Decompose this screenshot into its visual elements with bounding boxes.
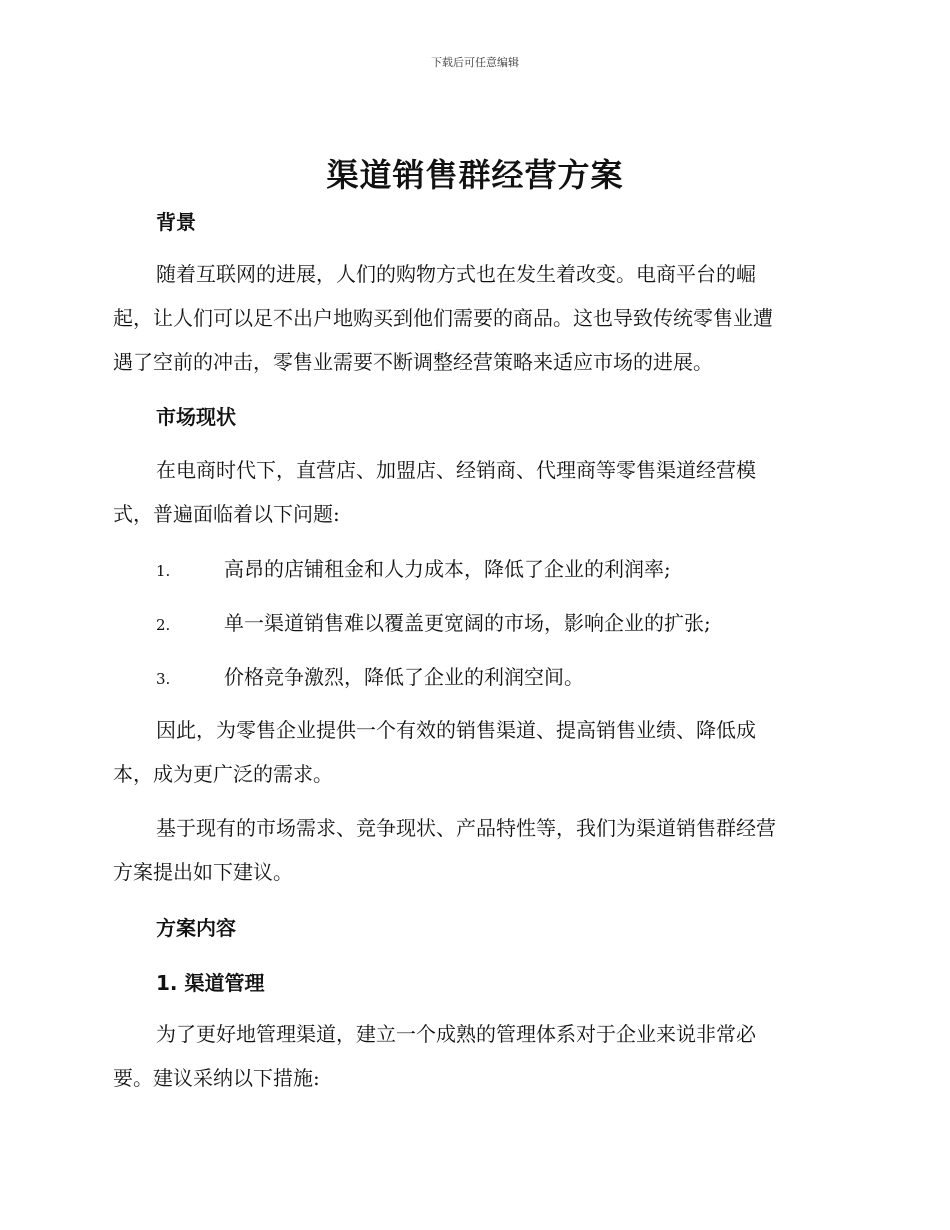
subsection-heading-channel-management: 1. 渠道管理 [156,971,265,995]
paragraph-management: 为了更好地管理渠道，建立一个成熟的管理体系对于企业来说非常必 要。建议采纳以下措施: [113,1022,756,1090]
list-item: 1. 高昂的店铺租金和人力成本，降低了企业的利润率; [156,557,671,581]
document-title: 渠道销售群经营方案 [326,156,624,194]
paragraph-background: 随着互联网的进展，人们的购物方式也在发生着改变。电商平台的崛 起，让人们可以足不出户地购买到他们需要的商品。这也导致传统零售业遭 遇了空前的冲击，零售业需要不断调整经营策略来适应市场的进展。 [113,262,773,374]
list-item: 2. 单一渠道销售难以覆盖更宽阔的市场，影响企业的扩张; [156,611,711,635]
paragraph-based: 基于现有的市场需求、竞争现状、产品特性等，我们为渠道销售群经营 方案提出如下建议。 [113,816,776,884]
section-heading-background: 背景 [156,210,196,234]
paragraph-market: 在电商时代下，直营店、加盟店、经销商、代理商等零售渠道经营模 式，普遍面临着以下问题: [113,458,756,526]
section-heading-market: 市场现状 [156,405,236,429]
paragraph-therefore: 因此，为零售企业提供一个有效的销售渠道、提高销售业绩、降低成 本，成为更广泛的需求。 [113,718,756,786]
section-heading-plan: 方案内容 [156,916,236,940]
list-item: 3. 价格竞争激烈，降低了企业的利润空间。 [156,665,584,689]
header-note: 下载后可任意编辑 [431,56,519,69]
